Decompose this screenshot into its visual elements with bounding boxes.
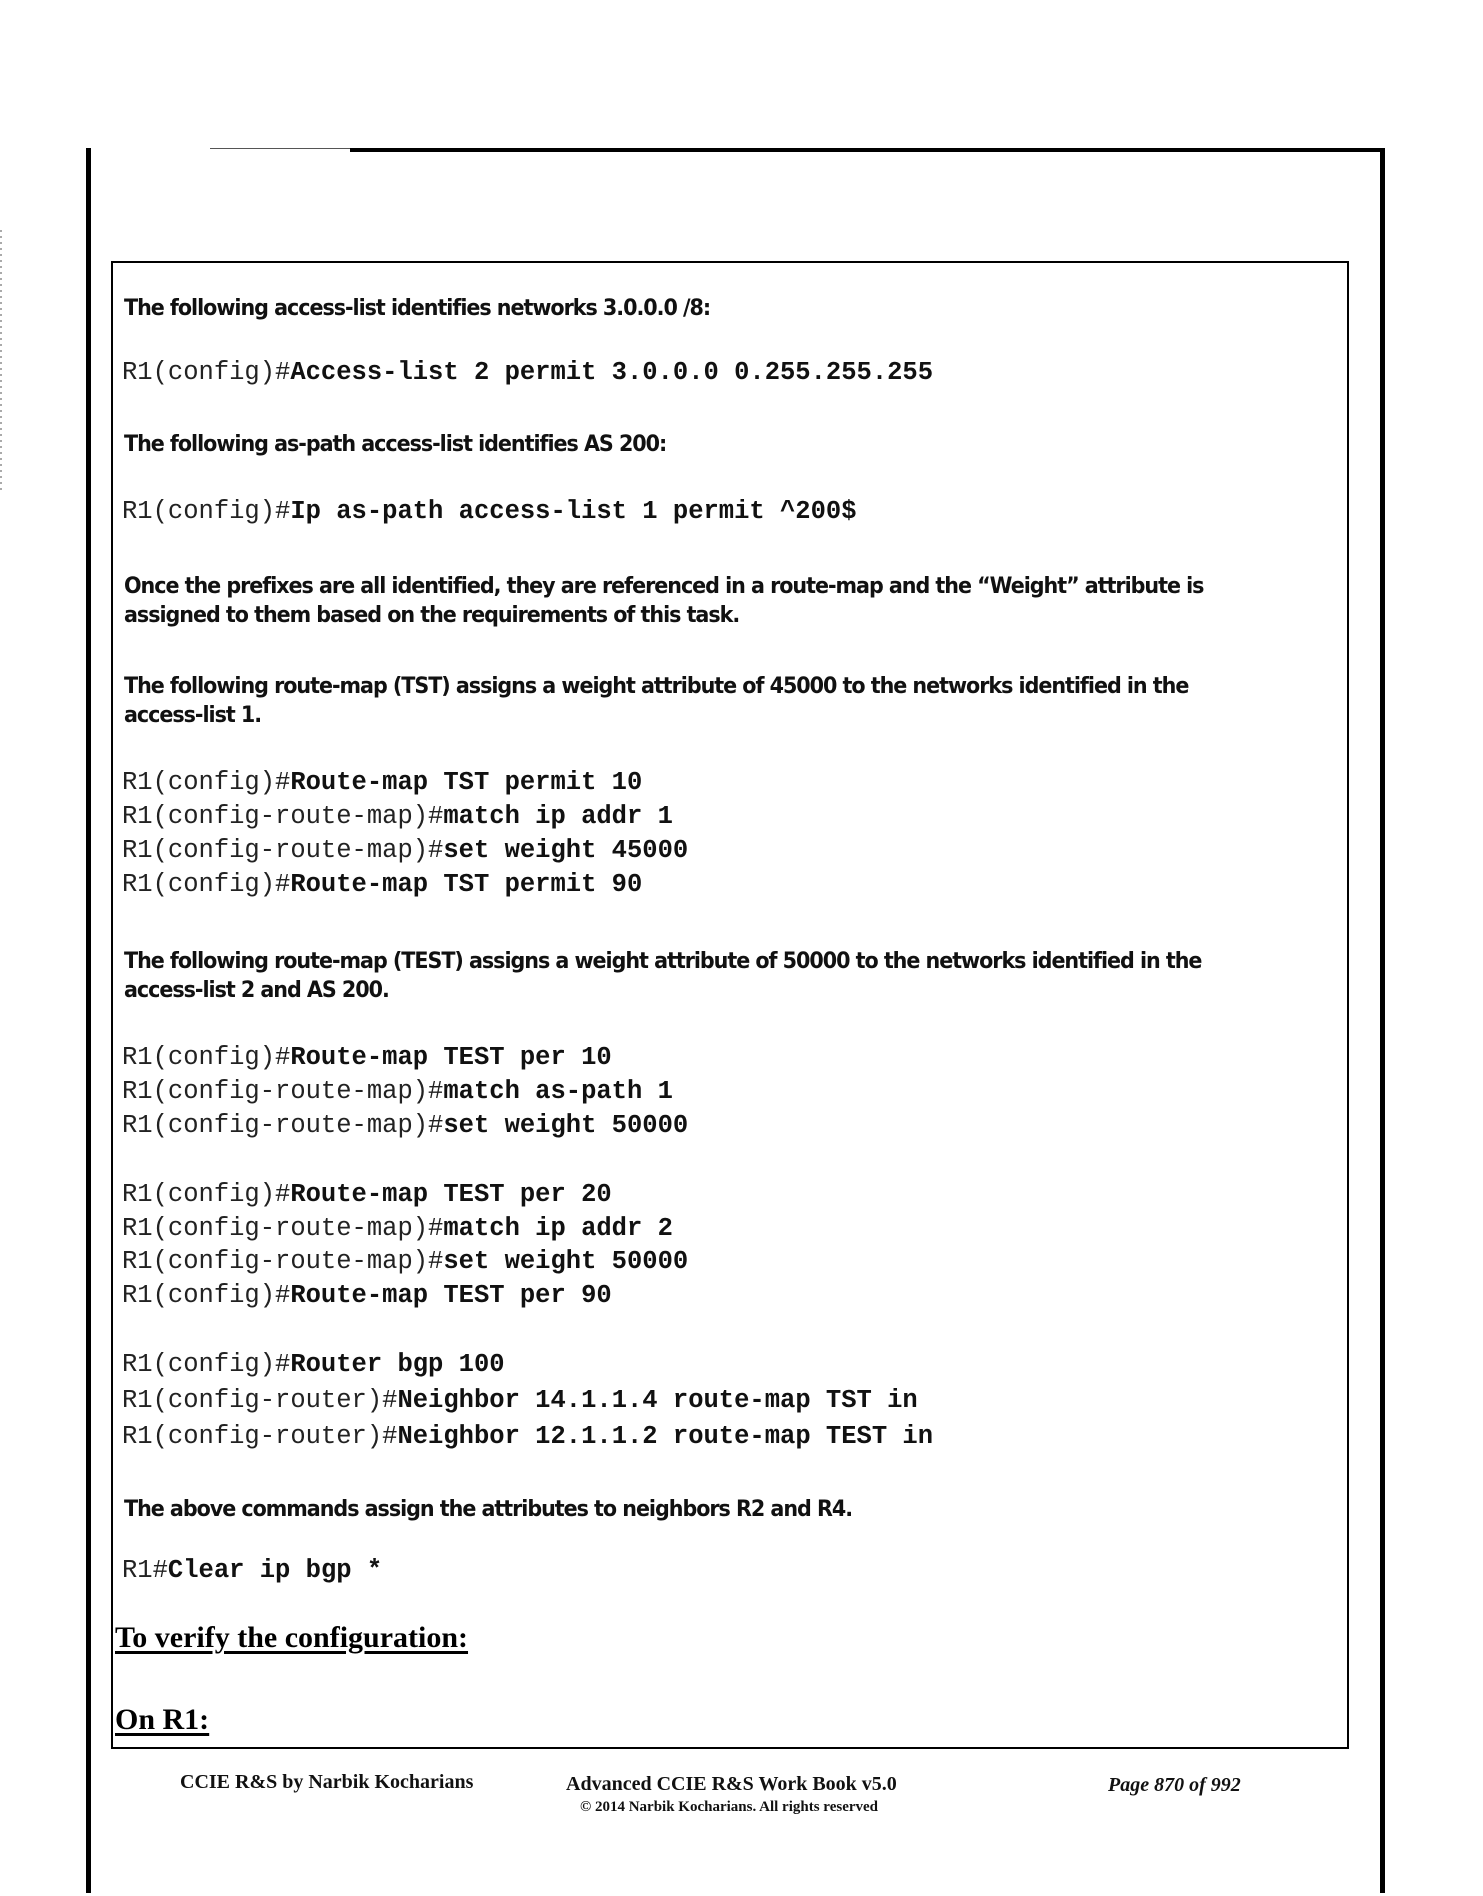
command-line <box>122 870 642 900</box>
cli-command: Clear ip bgp * <box>167 1556 383 1585</box>
cli-prompt: R1(config-route-map)# <box>122 1111 444 1140</box>
cli-prompt: R1(config)# <box>122 1350 291 1379</box>
cli-command: set weight 50000 <box>443 1247 689 1276</box>
command-line <box>122 1180 612 1210</box>
cli-command: match ip addr 2 <box>443 1214 673 1243</box>
cli-command: Access-list 2 permit 3.0.0.0 0.255.255.255 <box>290 358 934 387</box>
footer-page-number: Page 870 of 992 <box>1108 1774 1241 1796</box>
paragraph-test-intro: The following route-map (TEST) assigns a weight attribute of 50000 to the networks identified in the access-list 2 and AS 200. <box>124 949 1202 1003</box>
cli-command: Neighbor 12.1.1.2 route-map TEST in <box>397 1422 934 1451</box>
command-line <box>122 1422 933 1452</box>
cli-prompt: R1(config)# <box>122 768 291 797</box>
paragraph-access-list-intro: The following access-list identifies networks 3.0.0.0 /8: <box>124 296 711 321</box>
cli-prompt: R1(config)# <box>122 1180 291 1209</box>
cli-command: set weight 50000 <box>443 1111 689 1140</box>
command-line <box>122 1111 688 1141</box>
cli-prompt: R1(config)# <box>122 358 291 387</box>
cli-command: Router bgp 100 <box>290 1350 505 1379</box>
cli-prompt: R1(config-route-map)# <box>122 1247 444 1276</box>
footer-copyright: © 2014 Narbik Kocharians. All rights reserved <box>580 1799 879 1815</box>
command-line <box>122 497 857 527</box>
command-line <box>122 1386 918 1416</box>
paragraph-weight-intro: Once the prefixes are all identified, they are referenced in a route-map and the “Weight” attribute is assigned to them based on the requirements of this task. <box>124 574 1204 628</box>
command-line <box>122 1281 612 1311</box>
command-line <box>122 1556 382 1586</box>
cli-command: set weight 45000 <box>443 836 689 865</box>
cli-command: match ip addr 1 <box>443 802 673 831</box>
command-line <box>122 1077 673 1107</box>
cli-command: Route-map TEST per 10 <box>290 1043 612 1072</box>
page-border-top-thin <box>210 148 350 149</box>
page-border-top <box>350 148 1385 152</box>
page-border-left <box>86 148 91 1893</box>
paragraph-as-path-intro: The following as-path access-list identifies AS 200: <box>124 432 667 457</box>
cli-prompt: R1(config)# <box>122 1043 291 1072</box>
cli-prompt: R1(config-route-map)# <box>122 836 444 865</box>
command-line <box>122 358 933 388</box>
cli-command: Route-map TEST per 90 <box>290 1281 612 1310</box>
command-line <box>122 1043 612 1073</box>
scan-artifact <box>0 230 2 490</box>
cli-command: Ip as-path access-list 1 permit ^200$ <box>290 497 857 526</box>
page-border-right <box>1380 148 1385 1893</box>
command-line <box>122 1350 505 1380</box>
heading-on-r1: On R1: <box>115 1703 210 1736</box>
command-line <box>122 836 688 866</box>
paragraph-neighbors-note: The above commands assign the attributes to neighbors R2 and R4. <box>124 1497 853 1522</box>
cli-command: Route-map TEST per 20 <box>290 1180 612 1209</box>
footer-author: CCIE R&S by Narbik Kocharians <box>180 1771 474 1793</box>
footer-book-title: Advanced CCIE R&S Work Book v5.0 <box>566 1773 897 1795</box>
command-line <box>122 1247 688 1277</box>
cli-prompt: R1# <box>122 1556 168 1585</box>
cli-prompt: R1(config-route-map)# <box>122 802 444 831</box>
cli-command: Route-map TST permit 10 <box>290 768 643 797</box>
command-line <box>122 802 673 832</box>
command-line <box>122 1214 673 1244</box>
cli-prompt: R1(config)# <box>122 497 291 526</box>
content-frame <box>111 261 1349 1749</box>
command-line <box>122 768 642 798</box>
cli-prompt: R1(config)# <box>122 870 291 899</box>
cli-command: match as-path 1 <box>443 1077 673 1106</box>
cli-prompt: R1(config-router)# <box>122 1422 398 1451</box>
cli-command: Route-map TST permit 90 <box>290 870 643 899</box>
cli-command: Neighbor 14.1.1.4 route-map TST in <box>397 1386 918 1415</box>
paragraph-tst-intro: The following route-map (TST) assigns a weight attribute of 45000 to the networks identified in the access-list 1. <box>124 674 1189 728</box>
heading-verify: To verify the configuration: <box>115 1621 469 1654</box>
cli-prompt: R1(config-route-map)# <box>122 1077 444 1106</box>
cli-prompt: R1(config-route-map)# <box>122 1214 444 1243</box>
cli-prompt: R1(config-router)# <box>122 1386 398 1415</box>
cli-prompt: R1(config)# <box>122 1281 291 1310</box>
